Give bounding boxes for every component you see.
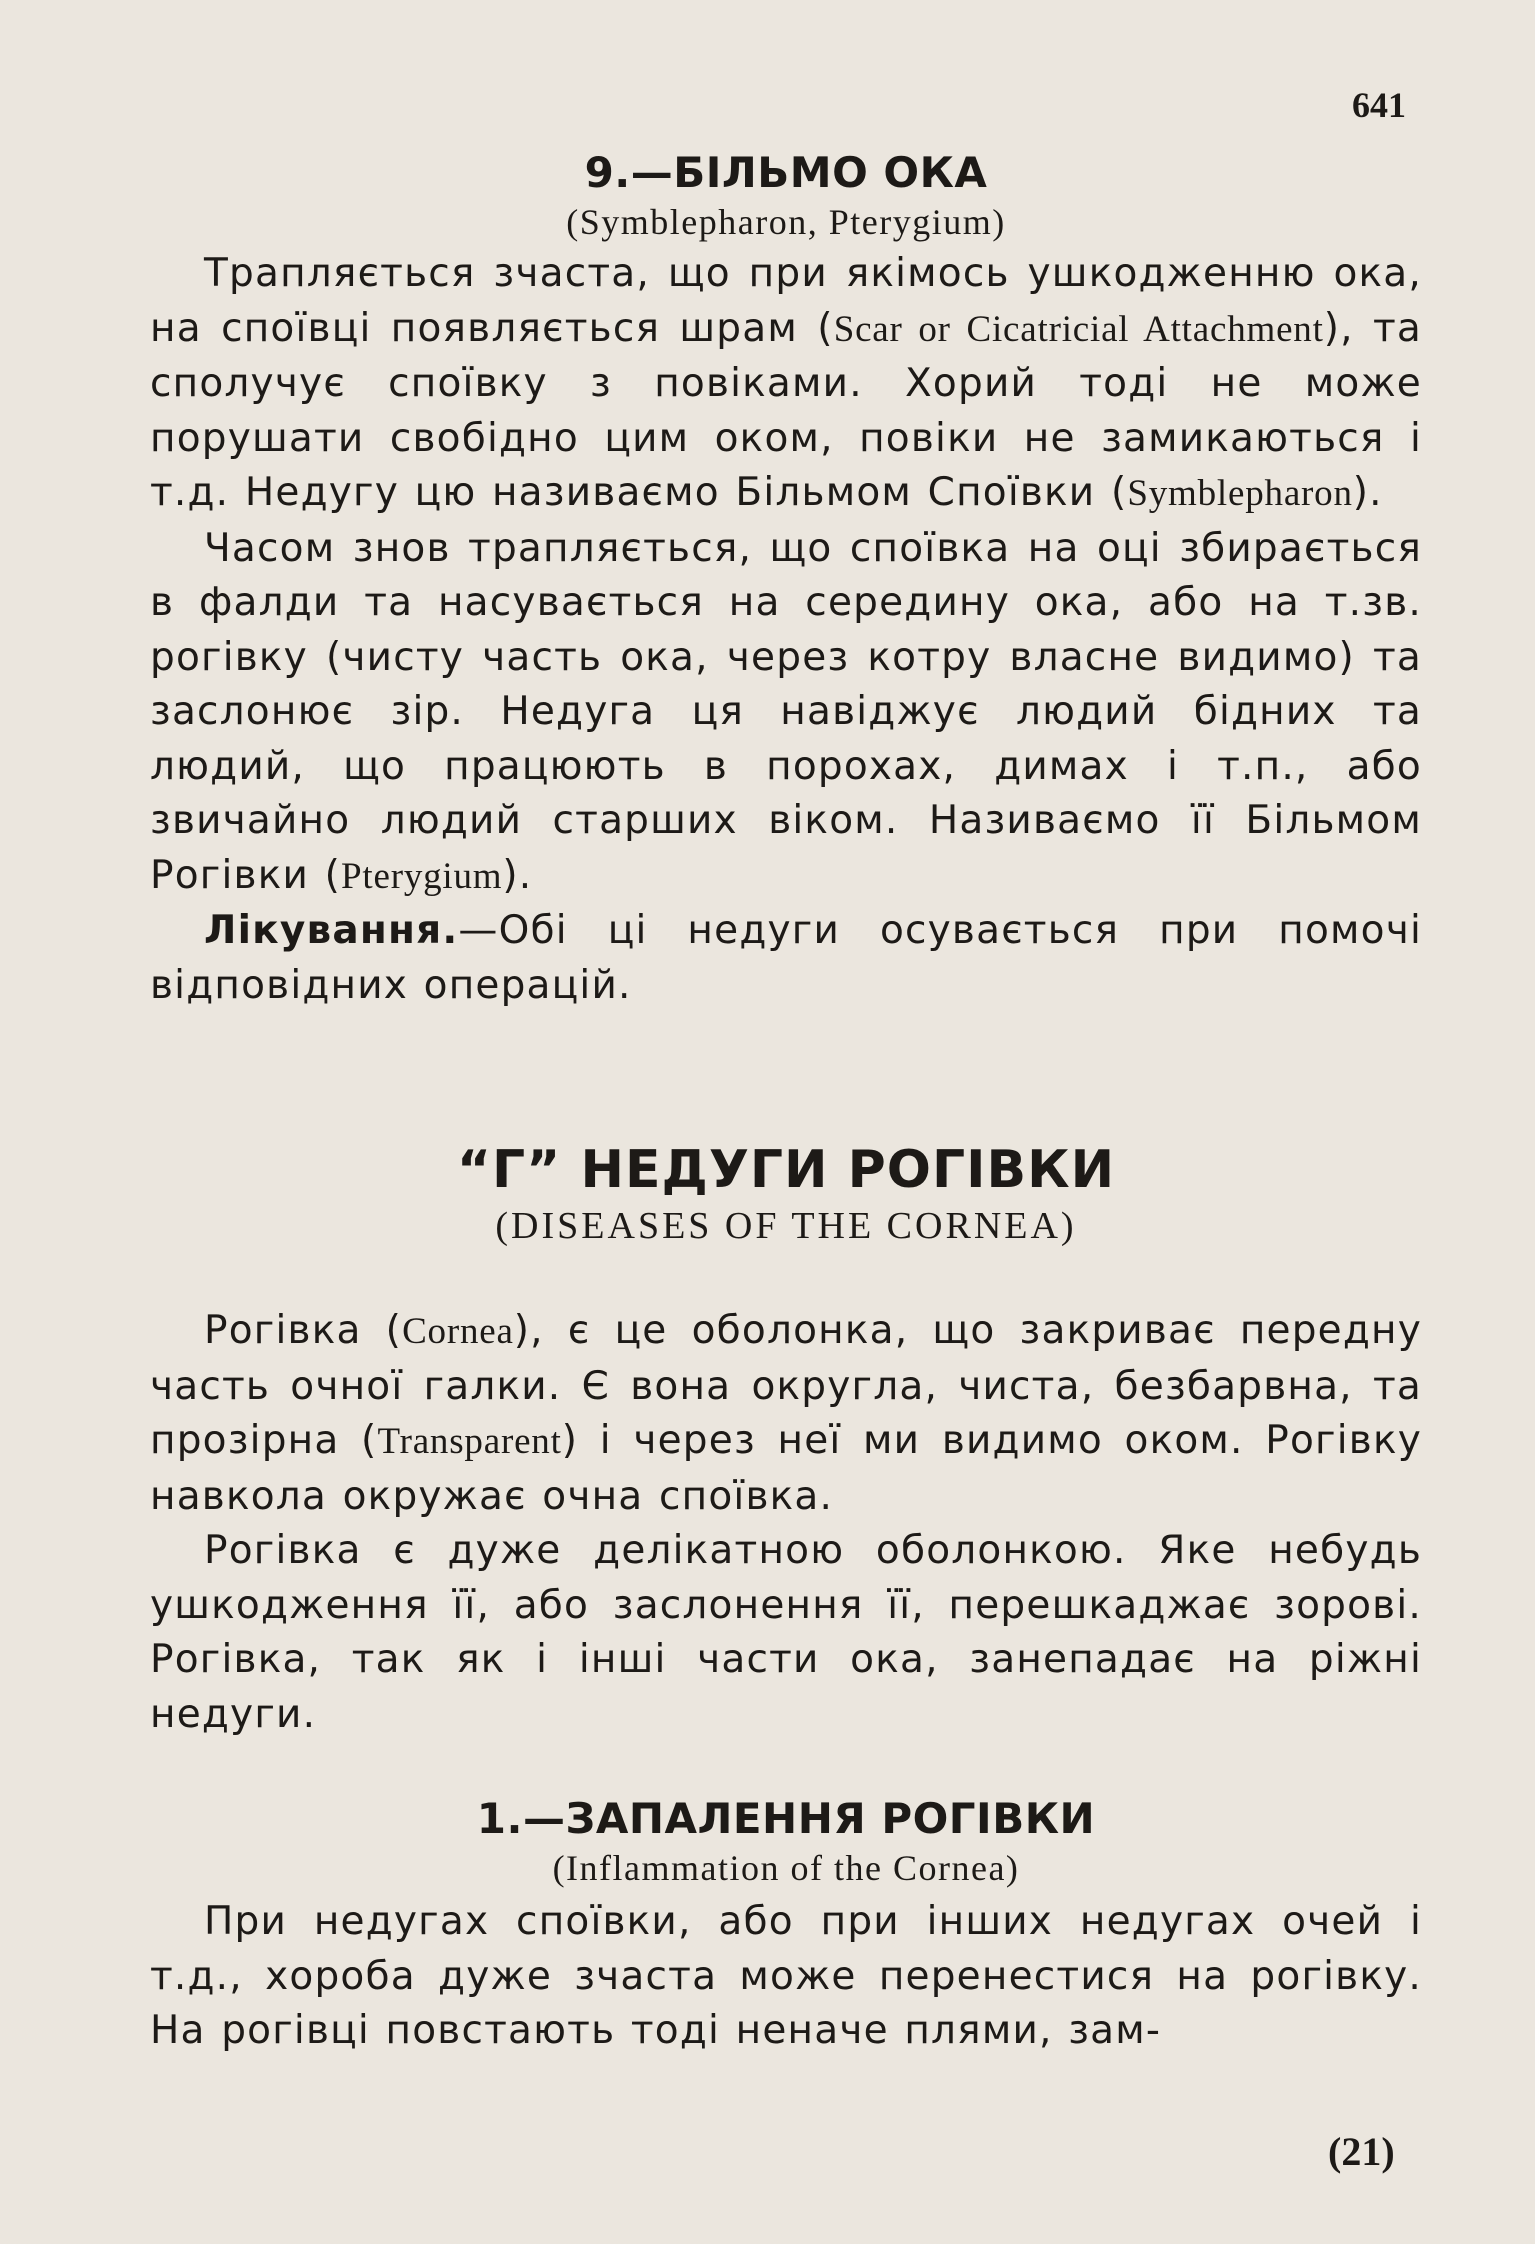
section-9-paragraph-3: Лікування.—Обі ці недуги осувається при помочі відповідних операцій. — [150, 908, 1422, 1008]
section-9 — [150, 148, 1422, 1013]
section-1-subtitle: (Inflammation of the Cornea) — [552, 1848, 1020, 1888]
section-1-paragraph-1: При недугах споївки, або при інших недугах очей і т.д., хороба дуже зчаста може перенестися на рогівку. На рогівці повстають тоді неначе плями, зам- — [150, 1899, 1422, 2053]
section-9-title: 9.—БІЛЬМО ОКА — [584, 148, 988, 197]
chapter-g-paragraph-1: Рогівка (Cornea), є це оболонка, що закриває передну часть очної галки. Є вона округла, чиста, безбарвна, та прозірна (Transparent) і через неї ми видимо оком. Рогівку навкола окружає очна споївка. — [150, 1308, 1423, 1519]
chapter-g — [150, 1140, 1422, 1742]
section-1 — [150, 1794, 1422, 2059]
section-1-title: 1.—ЗАПАЛЕННЯ РОГІВКИ — [476, 1794, 1096, 1843]
chapter-g-title: “Г” НЕДУГИ РОГІВКИ — [456, 1140, 1116, 1200]
section-9-paragraph-1: Трапляється зчаста, що при якімось ушкодженню ока, на споївці появляється шрам (Scar or Cicatricial Attachment), та сполучує споївку з повіками. Хорий тоді не може порушати свобідно цим оком, повіки не замикаються і т.д. Недугу цю називаємо Більмом Споївки (Symblepharon). — [150, 251, 1422, 515]
chapter-g-subtitle: (DISEASES OF THE CORNEA) — [495, 1205, 1077, 1247]
page-number-top: 641 — [1352, 85, 1406, 125]
section-9-subtitle: (Symblepharon, Pterygium) — [566, 202, 1006, 242]
chapter-g-paragraph-2: Рогівка є дуже делікатною оболонкою. Яке небудь ушкодження її, або заслонення її, перешкаджає зорові. Рогівка, так як і інші части ока, занепадає на ріжні недуги. — [150, 1528, 1422, 1737]
treatment-label: Лікування. — [204, 908, 459, 953]
section-9-paragraph-2: Часом знов трапляється, що споївка на оці збирається в фалди та насувається на середину ока, або на т.зв. рогівку (чисту часть ока, через котру власне видимо) та заслонює зір. Недуга ця навіджує людий бідних та людий, що працюють в порохах, димах і т.п., або звичайно людий старших віком. Називаємо її Більмом Рогівки (Pterygium). — [150, 525, 1422, 898]
page-number-bottom: (21) — [1328, 2129, 1395, 2174]
